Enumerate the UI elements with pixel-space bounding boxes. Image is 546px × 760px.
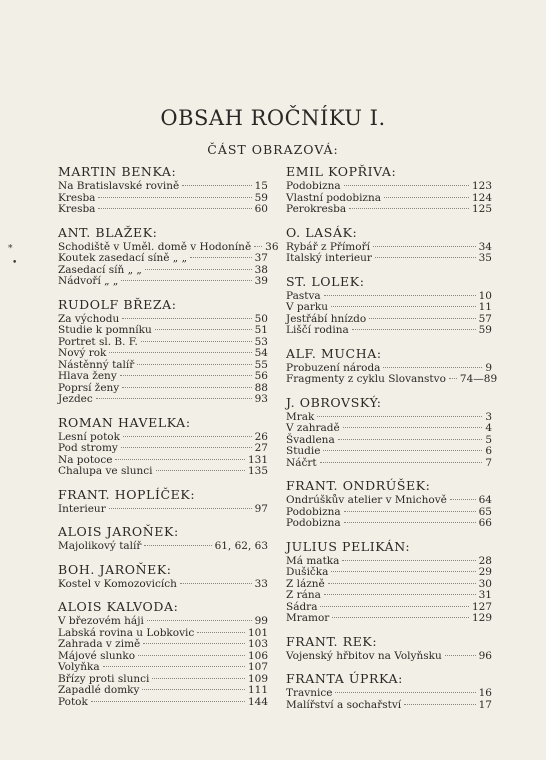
entry-title: Zahrada v zimě [58, 638, 141, 650]
toc-section [58, 415, 268, 478]
page-number: 33 [254, 577, 268, 590]
entry-title: Potok [58, 695, 88, 708]
entry-title: Má matka [286, 554, 340, 567]
toc-entry [286, 325, 492, 337]
entry-title: Liščí rodina [286, 324, 349, 336]
entry-title: Fragmenty z cyklu Slovanstvo [286, 373, 446, 385]
entry-title: Ondrúškův atelier v Mnichově [286, 494, 447, 506]
page-number: 64 [478, 494, 492, 506]
toc-section [286, 671, 492, 711]
entry-title: Kostel v Komozovicích [58, 577, 177, 590]
entry-title: Pastva [286, 289, 321, 302]
dot-leader [324, 295, 476, 296]
toc-entry [286, 495, 492, 507]
dot-leader [182, 185, 251, 186]
dot-leader [147, 620, 252, 621]
page-number: 29 [478, 566, 492, 578]
entry-title: Podobizna [286, 517, 341, 529]
entry-title: Jezdec [58, 393, 93, 405]
toc-section [58, 599, 268, 708]
dot-leader [155, 329, 252, 330]
toc-section [286, 478, 492, 530]
toc-entry [286, 373, 498, 386]
dot-leader [141, 341, 252, 342]
dot-leader [121, 280, 251, 281]
author-heading: ALOIS KALVODA: [58, 599, 179, 614]
toc-entry [58, 697, 268, 709]
dot-leader [328, 583, 476, 584]
author-heading: ROMAN HAVELKA: [58, 414, 191, 430]
entry-title: Perokresba [286, 203, 347, 215]
toc-entry [286, 204, 492, 216]
entry-title: Zapadlé domky [58, 684, 140, 696]
author-heading: J. OBROVSKÝ: [286, 394, 382, 410]
toc-section [286, 225, 492, 265]
author-heading: ANT. BLAŽEK: [58, 224, 158, 240]
dot-leader [143, 643, 245, 644]
dot-leader [122, 318, 251, 319]
page-number: 97 [254, 502, 268, 515]
entry-title: Travnice [286, 687, 333, 699]
dot-leader [449, 378, 457, 379]
page-number: 109 [247, 672, 268, 685]
toc-entry [58, 204, 268, 216]
entry-title: Majolikový talíř [58, 540, 142, 552]
dot-leader [404, 704, 476, 705]
page-number: 9 [485, 361, 492, 374]
page-number: 131 [247, 453, 268, 466]
dot-leader [344, 511, 476, 512]
page-number: 10 [478, 289, 492, 302]
entry-title: Sádra [286, 600, 318, 613]
page-number: 59 [478, 324, 492, 336]
dot-leader [317, 416, 482, 417]
author-heading: MARTIN BENKA: [58, 164, 177, 179]
dot-leader [123, 436, 252, 437]
entry-title: Podobizna [286, 180, 341, 192]
dot-leader [323, 450, 482, 451]
page-number: 111 [247, 684, 268, 696]
entry-title: Rybář z Přímoří [286, 240, 370, 253]
page-number: 74—89 [459, 373, 498, 385]
page-number: 135 [247, 465, 268, 477]
author-heading: FRANT. HOPLÍČEK: [58, 486, 196, 502]
dot-leader [180, 583, 252, 584]
toc-entry [58, 181, 268, 193]
page-number: 106 [247, 649, 268, 662]
toc-section [58, 562, 268, 591]
entry-title: Švadlena [286, 433, 335, 446]
page-number: 88 [254, 381, 268, 394]
entry-title: Z lázně [286, 577, 325, 590]
entry-title: Portret sl. B. F. [58, 335, 138, 348]
page-number: 50 [254, 312, 268, 325]
page-number: 16 [478, 687, 492, 699]
toc-section [286, 274, 492, 337]
page-number: 30 [478, 577, 492, 590]
page-number: 54 [254, 347, 268, 359]
page-number: 144 [247, 695, 268, 708]
page-number: 7 [485, 456, 492, 469]
dot-leader [98, 197, 251, 198]
page-number: 66 [478, 517, 492, 529]
dot-leader [383, 367, 482, 368]
dot-leader [332, 617, 469, 618]
dot-leader [342, 560, 475, 561]
entry-title: Interieur [58, 502, 106, 515]
page-number: 56 [254, 370, 268, 382]
dot-leader [98, 208, 251, 209]
entry-title: Z rána [286, 589, 321, 601]
toc-entry [58, 579, 268, 591]
dot-leader [96, 398, 252, 399]
dot-leader [445, 655, 476, 656]
entry-title: Nový rok [58, 347, 107, 359]
page-number: 36 [265, 240, 279, 253]
author-heading: ALOIS JAROŇEK: [58, 524, 179, 539]
dot-leader [331, 306, 476, 307]
toc-entry [286, 613, 492, 625]
toc-section [58, 487, 268, 516]
entry-title: Břízy proti slunci [58, 672, 150, 685]
entry-title: Italský interieur [286, 252, 372, 264]
page-number: 61, 62, 63 [214, 540, 268, 552]
dot-leader [197, 632, 245, 633]
toc-entry [286, 518, 492, 530]
dot-leader [373, 246, 476, 247]
toc-entry [58, 371, 268, 383]
entry-title: Vlastní podobizna [286, 191, 381, 204]
toc-entry [286, 181, 492, 193]
page-number: 127 [471, 600, 492, 613]
dot-leader [109, 352, 251, 353]
dot-leader [138, 655, 245, 656]
dot-leader [324, 594, 476, 595]
page-number: 17 [478, 698, 492, 711]
entry-title: Poprsí ženy [58, 381, 120, 394]
page-title: OBSAH ROČNÍKU I. [160, 106, 386, 130]
page-number: 57 [478, 312, 492, 325]
entry-title: Koutek zasedací síně „ „ [58, 252, 188, 264]
page-number: 39 [254, 275, 268, 287]
dot-leader [115, 459, 244, 460]
entry-title: Mramor [286, 612, 330, 624]
entry-title: Májové slunko [58, 649, 136, 662]
entry-title: Chalupa ve slunci [58, 465, 153, 477]
author-heading: BOH. JAROŇEK: [58, 561, 172, 577]
entry-title: Lesní potok [58, 430, 120, 443]
author-heading: ALF. MUCHA: [286, 345, 382, 361]
entry-title: Malířství a sochařství [286, 698, 402, 711]
page-number: 38 [254, 263, 268, 276]
dot-leader [152, 678, 245, 679]
toc-section [58, 164, 268, 216]
dot-leader [384, 197, 469, 198]
page-number: 15 [254, 180, 268, 192]
page-number: 59 [254, 191, 268, 204]
toc-entry [58, 443, 268, 455]
toc-entry [58, 616, 268, 628]
toc-section [286, 634, 492, 663]
entry-title: Zasedací síň „ „ [58, 263, 142, 276]
entry-title: Jestřábí hnízdo [286, 312, 367, 325]
author-heading: ST. LOLEK: [286, 273, 365, 289]
page-number: 55 [254, 358, 268, 371]
toc-entry [286, 567, 492, 579]
dot-leader [338, 439, 483, 440]
toc-entry [58, 253, 268, 265]
page-number: 129 [471, 612, 492, 624]
entry-title: Nádvoří „ „ [58, 275, 119, 287]
dot-leader [335, 692, 475, 693]
dot-leader [450, 499, 476, 500]
page-number: 28 [478, 554, 492, 567]
dot-leader [320, 606, 468, 607]
page-number: 93 [254, 393, 268, 405]
toc-entry [58, 662, 268, 674]
toc-entry [286, 458, 492, 470]
margin-mark-star: * [8, 244, 13, 254]
entry-title: Náčrt [286, 456, 317, 469]
page-number: 4 [485, 422, 492, 434]
entry-title: Labská rovina u Lobkovic [58, 626, 195, 639]
dot-leader [369, 318, 475, 319]
toc-section [58, 224, 279, 288]
toc-entry [286, 651, 492, 663]
entry-title: Studie [286, 445, 321, 457]
page-number: 107 [247, 661, 268, 673]
dot-leader [343, 427, 483, 428]
page-number: 125 [471, 203, 492, 215]
dot-leader [254, 246, 262, 247]
toc-section [286, 395, 492, 470]
margin-mark-dot: • [12, 258, 18, 268]
dot-leader [375, 257, 476, 258]
dot-leader [145, 269, 252, 270]
entry-title: Pod stromy [58, 442, 118, 454]
toc-entry [58, 348, 268, 360]
toc-section [286, 164, 492, 216]
right-column [286, 164, 498, 711]
toc-entry [286, 590, 492, 602]
entry-title: V zahradě [286, 422, 340, 434]
page-number: 37 [254, 252, 268, 264]
dot-leader [121, 447, 252, 448]
toc-entry [286, 253, 492, 265]
entry-title: Studie k pomníku [58, 324, 152, 336]
page-number: 99 [254, 615, 268, 627]
page-number: 60 [254, 203, 268, 215]
dot-leader [120, 375, 252, 376]
toc-entry [58, 685, 268, 697]
entry-title: Podobizna [286, 505, 341, 518]
toc-entry [58, 325, 268, 337]
toc-section [58, 297, 268, 406]
entry-title: Na potoce [58, 453, 113, 466]
toc-entry [58, 639, 268, 651]
page-number: 101 [247, 626, 268, 639]
dot-leader [142, 689, 244, 690]
dot-leader [190, 257, 252, 258]
page-number: 124 [471, 191, 492, 204]
entry-title: Dušička [286, 566, 329, 578]
author-heading: FRANT. REK: [286, 633, 378, 649]
toc-section [286, 345, 498, 386]
toc-entry [286, 423, 492, 435]
entry-title: Za východu [58, 312, 120, 325]
toc-entry [286, 446, 492, 458]
dot-leader [137, 364, 251, 365]
entry-title: Schodiště v Uměl. domě v Hodoníně [58, 240, 252, 253]
author-heading: O. LASÁK: [286, 224, 358, 240]
page-number: 103 [247, 638, 268, 650]
dot-leader [109, 508, 252, 509]
dot-leader [352, 329, 476, 330]
author-heading: EMIL KOPŘIVA: [286, 164, 397, 179]
entry-title: Hlava ženy [58, 370, 117, 382]
entry-title: V parku [286, 301, 329, 313]
dot-leader [331, 571, 475, 572]
left-column [58, 164, 279, 708]
toc-entry [58, 394, 268, 406]
author-heading: JULIUS PELIKÁN: [286, 538, 411, 554]
toc-entry [286, 688, 492, 700]
dot-leader [320, 462, 483, 463]
dot-leader [349, 208, 469, 209]
page-number: 27 [254, 442, 268, 454]
entry-title: Mrak [286, 410, 315, 423]
page-number: 34 [478, 240, 492, 253]
page-number: 123 [471, 180, 492, 192]
toc-entry [286, 302, 492, 314]
page-number: 5 [485, 433, 492, 446]
dot-leader [344, 185, 469, 186]
page-number: 35 [478, 252, 492, 264]
page-number: 3 [485, 410, 492, 423]
toc-entry [286, 700, 492, 712]
entry-title: Volyňka [58, 661, 100, 673]
author-heading: FRANT. ONDRÚŠEK: [286, 478, 431, 493]
page-number: 51 [254, 324, 268, 336]
dot-leader [91, 701, 245, 702]
entry-title: Kresba [58, 191, 96, 204]
dot-leader [122, 387, 251, 388]
page-number: 53 [254, 335, 268, 348]
toc-entry [58, 466, 268, 478]
entry-title: Probuzení národa [286, 361, 381, 374]
page-subtitle: ČÁST OBRAZOVÁ: [207, 142, 339, 157]
dot-leader [144, 545, 211, 546]
page-number: 96 [478, 649, 492, 662]
toc-section [58, 524, 268, 553]
dot-leader [344, 522, 476, 523]
toc-entry [58, 504, 268, 516]
entry-title: Vojenský hřbitov na Volyňsku [286, 649, 442, 662]
entry-title: Kresba [58, 203, 96, 215]
page-number: 65 [478, 505, 492, 518]
page-number: 11 [478, 301, 492, 313]
page-number: 6 [485, 445, 492, 457]
dot-leader [156, 470, 245, 471]
author-heading: FRANTA ÚPRKA: [286, 671, 403, 686]
page-number: 31 [478, 589, 492, 601]
entry-title: Nástěnný talíř [58, 358, 135, 371]
page-number: 26 [254, 430, 268, 443]
toc-section [286, 539, 492, 625]
dot-leader [103, 666, 245, 667]
entry-title: Na Bratislavské rovině [58, 180, 180, 192]
toc-entry [58, 541, 268, 553]
author-heading: RUDOLF BŘEZA: [58, 296, 177, 312]
entry-title: V březovém háji [58, 615, 144, 627]
toc-entry [58, 276, 268, 288]
